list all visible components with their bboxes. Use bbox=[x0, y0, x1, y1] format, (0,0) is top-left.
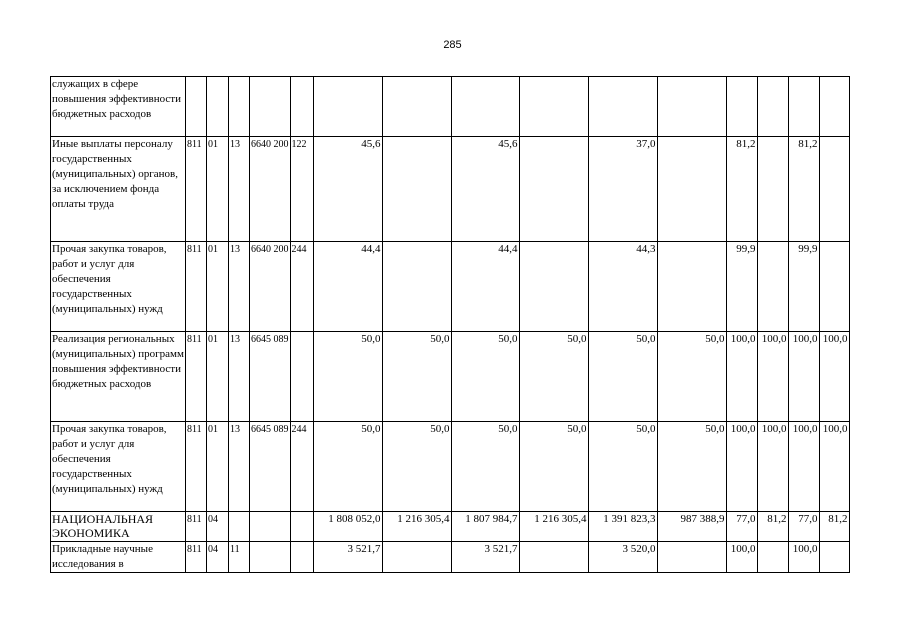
percent-cell-2: 100,0 bbox=[757, 332, 788, 422]
value-cell-5: 1 391 823,3 bbox=[588, 512, 657, 542]
percent-cell-3: 100,0 bbox=[788, 422, 819, 512]
value-cell-6: 50,0 bbox=[657, 332, 726, 422]
value-cell-1: 50,0 bbox=[313, 332, 382, 422]
target-article-cell: 6645 089 bbox=[250, 422, 291, 512]
ministry-code-cell: 811 bbox=[186, 242, 207, 332]
percent-cell-4: 81,2 bbox=[819, 512, 849, 542]
page-number: 285 bbox=[443, 39, 462, 51]
value-cell-3: 1 807 984,7 bbox=[451, 512, 519, 542]
section-code-cell: 04 bbox=[207, 542, 229, 573]
value-cell-2 bbox=[382, 542, 451, 573]
percent-cell-2: 100,0 bbox=[757, 422, 788, 512]
row-name-cell: Прочая закупка товаров, работ и услуг для обеспечения государственных (муниципальных) нужд bbox=[51, 422, 186, 512]
expense-type-cell bbox=[290, 77, 313, 137]
percent-cell-1: 81,2 bbox=[726, 137, 757, 242]
value-cell-5: 3 520,0 bbox=[588, 542, 657, 573]
row-name-cell: Реализация региональных (муниципальных) программ повышения эффективности бюджетных расходов bbox=[51, 332, 186, 422]
expense-type-cell bbox=[290, 332, 313, 422]
value-cell-2 bbox=[382, 77, 451, 137]
value-cell-3 bbox=[451, 77, 519, 137]
value-cell-3: 50,0 bbox=[451, 422, 519, 512]
value-cell-2: 50,0 bbox=[382, 332, 451, 422]
value-cell-3: 44,4 bbox=[451, 242, 519, 332]
row-name-cell: НАЦИОНАЛЬНАЯ ЭКОНОМИКА bbox=[51, 512, 186, 542]
value-cell-3: 50,0 bbox=[451, 332, 519, 422]
table-row bbox=[51, 332, 850, 422]
percent-cell-1: 100,0 bbox=[726, 332, 757, 422]
expense-type-cell: 244 bbox=[290, 242, 313, 332]
percent-cell-4 bbox=[819, 242, 849, 332]
target-article-cell: 6640 200 bbox=[250, 242, 291, 332]
value-cell-2: 50,0 bbox=[382, 422, 451, 512]
value-cell-5 bbox=[588, 77, 657, 137]
expense-type-cell: 244 bbox=[290, 422, 313, 512]
value-cell-4: 1 216 305,4 bbox=[519, 512, 588, 542]
table-row bbox=[51, 77, 850, 137]
percent-cell-1: 99,9 bbox=[726, 242, 757, 332]
ministry-code-cell: 811 bbox=[186, 137, 207, 242]
section-code-cell: 04 bbox=[207, 512, 229, 542]
percent-cell-1: 77,0 bbox=[726, 512, 757, 542]
value-cell-4 bbox=[519, 542, 588, 573]
value-cell-3: 3 521,7 bbox=[451, 542, 519, 573]
expense-type-cell bbox=[290, 512, 313, 542]
value-cell-4 bbox=[519, 77, 588, 137]
row-name-cell: Иные выплаты персоналу государственных (муниципальных) органов, за исключением фонда оплаты труда bbox=[51, 137, 186, 242]
section-code-cell: 01 bbox=[207, 332, 229, 422]
expense-type-cell: 122 bbox=[290, 137, 313, 242]
expense-type-cell bbox=[290, 542, 313, 573]
percent-cell-3: 77,0 bbox=[788, 512, 819, 542]
subsection-code-cell: 13 bbox=[229, 137, 250, 242]
row-name-cell: Прочая закупка товаров, работ и услуг для обеспечения государственных (муниципальных) нужд bbox=[51, 242, 186, 332]
target-article-cell: 6640 200 bbox=[250, 137, 291, 242]
value-cell-2 bbox=[382, 242, 451, 332]
value-cell-3: 45,6 bbox=[451, 137, 519, 242]
value-cell-5: 44,3 bbox=[588, 242, 657, 332]
target-article-cell bbox=[250, 512, 291, 542]
value-cell-4: 50,0 bbox=[519, 332, 588, 422]
value-cell-6 bbox=[657, 77, 726, 137]
target-article-cell bbox=[250, 542, 291, 573]
percent-cell-2 bbox=[757, 242, 788, 332]
subsection-code-cell: 13 bbox=[229, 422, 250, 512]
subsection-code-cell: 11 bbox=[229, 542, 250, 573]
value-cell-6 bbox=[657, 242, 726, 332]
value-cell-6 bbox=[657, 542, 726, 573]
value-cell-1: 50,0 bbox=[313, 422, 382, 512]
percent-cell-3: 81,2 bbox=[788, 137, 819, 242]
ministry-code-cell: 811 bbox=[186, 332, 207, 422]
ministry-code-cell: 811 bbox=[186, 422, 207, 512]
percent-cell-3: 100,0 bbox=[788, 542, 819, 573]
value-cell-1: 1 808 052,0 bbox=[313, 512, 382, 542]
percent-cell-3 bbox=[788, 77, 819, 137]
target-article-cell bbox=[250, 77, 291, 137]
subsection-code-cell: 13 bbox=[229, 242, 250, 332]
section-code-cell: 01 bbox=[207, 137, 229, 242]
table-row bbox=[51, 242, 850, 332]
percent-cell-1 bbox=[726, 77, 757, 137]
value-cell-5: 50,0 bbox=[588, 422, 657, 512]
subsection-code-cell bbox=[229, 77, 250, 137]
table-row bbox=[51, 512, 850, 542]
section-code-cell: 01 bbox=[207, 422, 229, 512]
section-code-cell: 01 bbox=[207, 242, 229, 332]
subsection-code-cell: 13 bbox=[229, 332, 250, 422]
value-cell-1: 45,6 bbox=[313, 137, 382, 242]
table-row bbox=[51, 137, 850, 242]
table-row bbox=[51, 542, 850, 573]
percent-cell-1: 100,0 bbox=[726, 422, 757, 512]
value-cell-2: 1 216 305,4 bbox=[382, 512, 451, 542]
row-name-cell: служащих в сфере повышения эффективности бюджетных расходов bbox=[51, 77, 186, 137]
value-cell-6: 50,0 bbox=[657, 422, 726, 512]
value-cell-5: 50,0 bbox=[588, 332, 657, 422]
value-cell-1: 44,4 bbox=[313, 242, 382, 332]
value-cell-4 bbox=[519, 137, 588, 242]
percent-cell-4: 100,0 bbox=[819, 422, 849, 512]
value-cell-4 bbox=[519, 242, 588, 332]
percent-cell-4 bbox=[819, 77, 849, 137]
ministry-code-cell: 811 bbox=[186, 512, 207, 542]
percent-cell-4 bbox=[819, 542, 849, 573]
value-cell-2 bbox=[382, 137, 451, 242]
percent-cell-3: 100,0 bbox=[788, 332, 819, 422]
percent-cell-3: 99,9 bbox=[788, 242, 819, 332]
value-cell-5: 37,0 bbox=[588, 137, 657, 242]
target-article-cell: 6645 089 bbox=[250, 332, 291, 422]
subsection-code-cell bbox=[229, 512, 250, 542]
value-cell-4: 50,0 bbox=[519, 422, 588, 512]
value-cell-1 bbox=[313, 77, 382, 137]
budget-table bbox=[50, 76, 850, 573]
percent-cell-2 bbox=[757, 137, 788, 242]
value-cell-1: 3 521,7 bbox=[313, 542, 382, 573]
percent-cell-2 bbox=[757, 77, 788, 137]
table-row bbox=[51, 422, 850, 512]
row-name-cell: Прикладные научные исследования в bbox=[51, 542, 186, 573]
value-cell-6: 987 388,9 bbox=[657, 512, 726, 542]
percent-cell-1: 100,0 bbox=[726, 542, 757, 573]
percent-cell-4: 100,0 bbox=[819, 332, 849, 422]
percent-cell-2 bbox=[757, 542, 788, 573]
section-code-cell bbox=[207, 77, 229, 137]
ministry-code-cell: 811 bbox=[186, 542, 207, 573]
ministry-code-cell bbox=[186, 77, 207, 137]
percent-cell-2: 81,2 bbox=[757, 512, 788, 542]
percent-cell-4 bbox=[819, 137, 849, 242]
value-cell-6 bbox=[657, 137, 726, 242]
